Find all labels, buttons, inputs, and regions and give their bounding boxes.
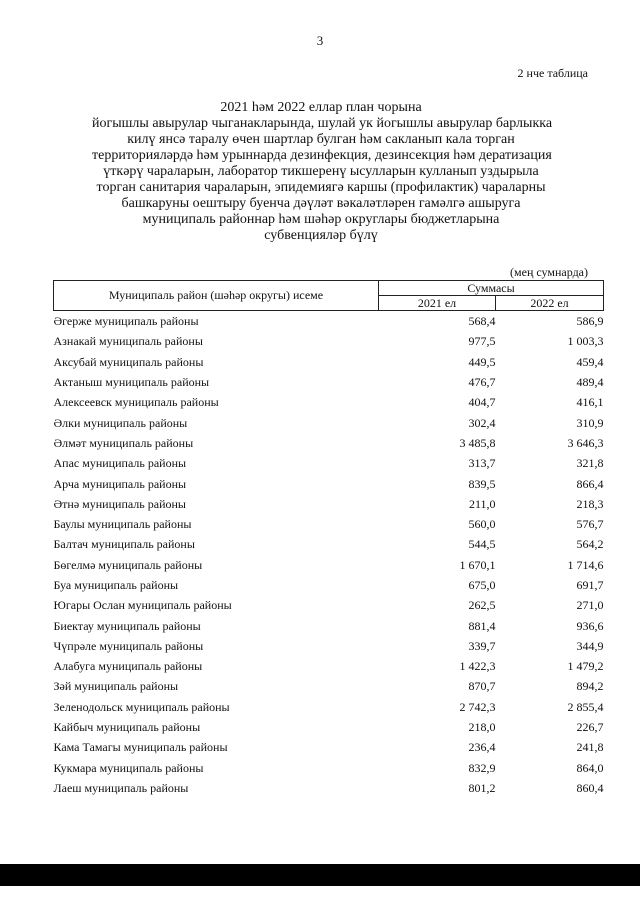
header-year-2021: 2021 ел xyxy=(379,296,496,311)
table-row xyxy=(54,717,604,737)
district-name-cell: Кама Тамагы муниципаль районы xyxy=(53,740,228,755)
district-name-cell: Актаныш муниципаль районы xyxy=(53,375,210,390)
value-2021-cell: 262,5 xyxy=(468,598,496,613)
district-name-cell: Кукмара муниципаль районы xyxy=(53,760,204,775)
page-number: 3 xyxy=(316,33,324,48)
table-row xyxy=(54,615,604,635)
value-2022-cell: 1 479,2 xyxy=(567,659,604,674)
header-sum-group: Суммасы xyxy=(379,281,604,296)
table-row xyxy=(54,636,604,656)
district-name-cell: Балтач муниципаль районы xyxy=(53,537,195,552)
unit-note: (мең сумнарда) xyxy=(510,265,588,279)
table-row xyxy=(54,392,604,412)
value-2022-cell: 226,7 xyxy=(576,720,604,735)
value-2022-cell: 3 646,3 xyxy=(567,435,604,450)
heading-line: үткәрү чараларын, лаборатор тикшеренү ысулларын кулланып уздырыла xyxy=(103,164,539,179)
value-2021-cell: 302,4 xyxy=(468,415,496,430)
table-row xyxy=(54,494,604,514)
value-2022-cell: 241,8 xyxy=(576,740,604,755)
value-2021-cell: 339,7 xyxy=(468,638,496,653)
value-2021-cell: 313,7 xyxy=(468,456,496,471)
value-2022-cell: 310,9 xyxy=(576,415,604,430)
table-header xyxy=(54,281,604,311)
value-2021-cell: 1 422,3 xyxy=(459,659,496,674)
table-row xyxy=(54,372,604,392)
district-name-cell: Зеленодольск муниципаль районы xyxy=(53,699,230,714)
value-2021-cell: 560,0 xyxy=(468,517,496,532)
table-row xyxy=(54,311,604,332)
value-2021-cell: 832,9 xyxy=(468,760,496,775)
district-name-cell: Әлмәт муниципаль районы xyxy=(53,435,194,450)
header-year-2022: 2022 ел xyxy=(496,296,604,311)
value-2022-cell: 2 855,4 xyxy=(567,699,604,714)
table-row xyxy=(54,656,604,676)
table-row xyxy=(54,331,604,351)
table-row xyxy=(54,514,604,534)
value-2022-cell: 416,1 xyxy=(576,395,604,410)
district-name-cell: Аксубай муниципаль районы xyxy=(53,354,204,369)
table-row xyxy=(54,473,604,493)
value-2022-cell: 459,4 xyxy=(576,354,604,369)
value-2021-cell: 568,4 xyxy=(468,314,496,329)
value-2022-cell: 866,4 xyxy=(576,476,604,491)
heading-line: килү янсә таралу өчен шартлар булган һәм сакланып кала торган xyxy=(127,132,515,147)
district-name-cell: Апас муниципаль районы xyxy=(53,456,187,471)
district-name-cell: Лаеш муниципаль районы xyxy=(53,780,189,795)
value-2021-cell: 449,5 xyxy=(468,354,496,369)
heading-line: субвенцияләр бүлү xyxy=(264,228,378,243)
value-2022-cell: 1 003,3 xyxy=(567,334,604,349)
value-2021-cell: 404,7 xyxy=(468,395,496,410)
document-heading xyxy=(92,100,553,244)
subvention-table xyxy=(53,280,604,798)
district-name-cell: Зәй муниципаль районы xyxy=(53,679,179,694)
table-row xyxy=(54,352,604,372)
value-2022-cell: 894,2 xyxy=(576,679,604,694)
heading-line: территорияләрдә һәм урыннарда дезинфекция, дезинсекция һәм дератизация xyxy=(92,148,552,163)
table-row xyxy=(54,778,604,798)
value-2022-cell: 489,4 xyxy=(576,375,604,390)
value-2021-cell: 2 742,3 xyxy=(459,699,496,714)
district-name-cell: Арча муниципаль районы xyxy=(53,476,187,491)
district-name-cell: Бөгелмә муниципаль районы xyxy=(53,557,203,572)
value-2022-cell: 576,7 xyxy=(576,517,604,532)
table-row xyxy=(54,555,604,575)
scan-edge-bar xyxy=(0,864,640,886)
value-2022-cell: 586,9 xyxy=(576,314,604,329)
heading-line: башкаруны оештыру буенча дәүләт вәкаләтләрен гамәлгә ашыруга xyxy=(121,196,521,211)
table-row xyxy=(54,453,604,473)
value-2022-cell: 271,0 xyxy=(576,598,604,613)
district-name-cell: Азнакай муниципаль районы xyxy=(53,334,203,349)
value-2021-cell: 977,5 xyxy=(468,334,496,349)
table-row xyxy=(54,575,604,595)
district-name-cell: Югары Ослан муниципаль районы xyxy=(53,598,232,613)
heading-line: муниципаль районнар һәм шәһәр округлары бюджетларына xyxy=(142,212,500,227)
heading-line: йогышлы авырулар чыганакларында, шулай ук йогышлы авырулар барлыкка xyxy=(92,116,553,131)
value-2021-cell: 236,4 xyxy=(468,740,496,755)
table-body xyxy=(54,311,604,799)
heading-line: 2021 һәм 2022 еллар план чорына xyxy=(220,100,422,115)
value-2022-cell: 218,3 xyxy=(576,496,604,511)
value-2021-cell: 1 670,1 xyxy=(459,557,496,572)
district-name-cell: Әлки муниципаль районы xyxy=(53,415,188,430)
value-2021-cell: 218,0 xyxy=(468,720,496,735)
value-2021-cell: 476,7 xyxy=(468,375,496,390)
value-2021-cell: 544,5 xyxy=(468,537,496,552)
value-2022-cell: 321,8 xyxy=(576,456,604,471)
district-name-cell: Алексеевск муниципаль районы xyxy=(53,395,219,410)
value-2022-cell: 344,9 xyxy=(576,638,604,653)
district-name-cell: Чүпрәле муниципаль районы xyxy=(53,638,204,653)
value-2021-cell: 3 485,8 xyxy=(459,435,496,450)
table-row xyxy=(54,595,604,615)
value-2022-cell: 864,0 xyxy=(576,760,604,775)
value-2021-cell: 801,2 xyxy=(468,780,496,795)
value-2022-cell: 564,2 xyxy=(576,537,604,552)
district-name-cell: Алабуга муниципаль районы xyxy=(53,659,203,674)
table-row xyxy=(54,758,604,778)
table-row xyxy=(54,737,604,757)
district-name-cell: Кайбыч муниципаль районы xyxy=(53,720,201,735)
value-2022-cell: 860,4 xyxy=(576,780,604,795)
district-name-cell: Буа муниципаль районы xyxy=(53,578,179,592)
value-2022-cell: 691,7 xyxy=(576,578,604,592)
table-row xyxy=(54,697,604,717)
district-name-cell: Баулы муниципаль районы xyxy=(53,517,192,532)
table-row xyxy=(54,433,604,453)
table-label: 2 нче таблица xyxy=(517,66,588,80)
value-2022-cell: 1 714,6 xyxy=(567,557,604,572)
heading-line: торган санитария чараларын, эпидемиягә каршы (профилактик) чараларны xyxy=(96,180,546,195)
table-row xyxy=(54,676,604,696)
district-name-cell: Әгерже муниципаль районы xyxy=(53,314,199,329)
value-2021-cell: 675,0 xyxy=(468,578,496,592)
value-2021-cell: 881,4 xyxy=(468,618,496,633)
table-row xyxy=(54,534,604,554)
header-name-col: Муниципаль район (шәһәр округы) исеме xyxy=(54,281,379,311)
value-2021-cell: 211,0 xyxy=(468,496,496,511)
value-2021-cell: 870,7 xyxy=(468,679,496,694)
district-name-cell: Биектау муниципаль районы xyxy=(53,618,201,633)
district-name-cell: Әтнә муниципаль районы xyxy=(53,496,186,511)
table-row xyxy=(54,412,604,432)
value-2022-cell: 936,6 xyxy=(576,618,604,633)
value-2021-cell: 839,5 xyxy=(468,476,496,491)
